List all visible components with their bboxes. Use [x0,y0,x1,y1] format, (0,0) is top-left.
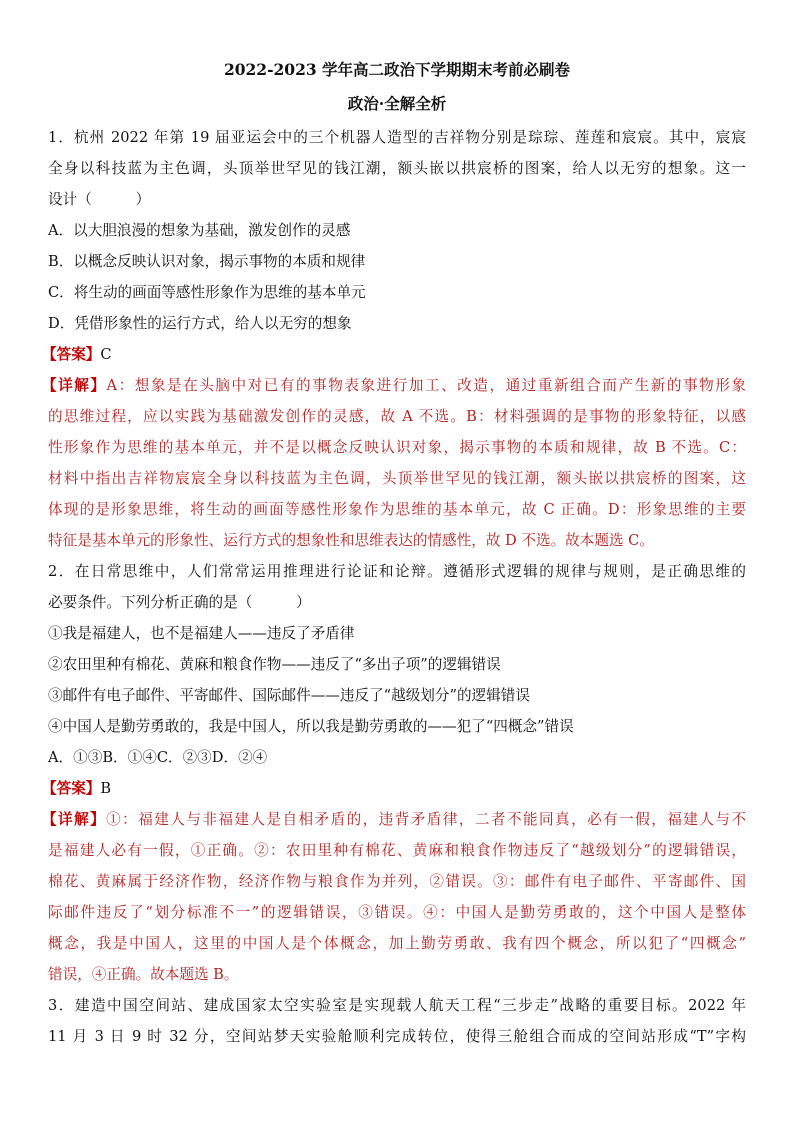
question-1-detail-line: 性形象作为思维的基本单元，并不是以概念反映认识对象，揭示事物的本质和规律，故 B 不选。C： [48,439,746,456]
question-2-detail-line: 棉花、黄麻属于经济作物，经济作物与粮食作为并列，②错误。③：邮件有电子邮件、平寄邮件、国 [48,873,746,890]
question-1-detail-line [42,370,746,401]
question-2-stem-line: 必要条件。下列分析正确的是（ ） [48,594,311,611]
question-1-option-b: B．以概念反映认识对象，揭示事物的本质和规律 [48,253,366,270]
question-2 [42,556,746,990]
question-2-item-1: ①我是福建人，也不是福建人——违反了矛盾律 [48,625,355,642]
question-3 [48,990,746,1052]
question-1-detail-line: 体现的是形象思维，将生动的画面等感性形象作为思维的基本单元，故 C 正确。D：形象思维的主要 [48,501,746,518]
page-subtitle: 政治·全解全析 [347,94,447,113]
question-1-detail-line: 材料中指出吉祥物宸宸全身以科技蓝为主色调，头顶举世罕见的钱江潮，额头嵌以拱宸桥的图案，这 [48,470,746,487]
question-2-item-2: ②农田里种有棉花、黄麻和粮食作物——违反了“多出子项”的逻辑错误 [48,656,501,673]
question-2-item-4: ④中国人是勤劳勇敢的，我是中国人，所以我是勤劳勇敢的——犯了“四概念”错误 [48,718,574,735]
page-title: 2022-2023 学年高二政治下学期期末考前必刷卷 [223,60,571,79]
question-2-detail-line [42,804,746,835]
detail-text: A：想象是在头脑中对已有的事物表象进行加工、改造，通过重新组合而产生新的事物形象 [106,377,746,394]
question-2-stem-line: 2．在日常思维中，人们常常运用推理进行论证和论辩。遵循形式逻辑的规律与规则，是正确思维的 [48,563,746,580]
question-1-stem-line: 全身以科技蓝为主色调，头顶举世罕见的钱江潮，额头嵌以拱宸桥的图案，给人以无穷的想象。这一 [48,160,746,177]
question-1-detail-line: 特征是基本单元的形象性、运行方式的想象性和思维表达的情感性，故 D 不选。故本题选 C。 [48,532,654,549]
question-3-stem-line: 11 月 3 日 9 时 32 分，空间站梦天实验舱顺利完成转位，使得三舱组合而成的空间站形成“T”字构 [48,1028,746,1045]
question-2-item-3: ③邮件有电子邮件、平寄邮件、国际邮件——违反了“越级划分”的逻辑错误 [48,687,530,704]
question-2-answer [42,773,746,804]
detail-text: ①：福建人与非福建人是自相矛盾的，违背矛盾律，二者不能同真，必有一假，福建人与不 [106,811,746,828]
question-2-options: A．①③B．①④C．②③D．②④ [48,749,268,766]
answer-value: B [100,780,112,797]
detail-tag: 【详解】 [42,811,107,828]
question-1 [42,122,746,556]
question-2-detail-line: 是福建人必有一假，①正确。②：农田里种有棉花、黄麻和粮食作物违反了“越级划分”的逻辑错误， [48,842,746,859]
question-2-detail-line: 际邮件违反了“划分标准不一”的逻辑错误，③错误。④：中国人是勤劳勇敢的，这个中国人是整体 [48,904,746,921]
question-1-detail-line: 的思维过程，应以实践为基础激发创作的灵感，故 A 不选。B：材料强调的是事物的形象特征，以感 [48,408,746,425]
question-1-option-d: D．凭借形象性的运行方式，给人以无穷的想象 [48,315,352,332]
question-3-stem-line: 3．建造中国空间站、建成国家太空实验室是实现载人航天工程“三步走”战略的重要目标。2022 年 [48,997,746,1014]
detail-tag: 【详解】 [42,377,107,394]
answer-tag: 【答案】 [42,346,101,363]
question-2-detail-line: 概念，我是中国人，这里的中国人是个体概念，加上勤劳勇敢、我有四个概念，所以犯了“四概念” [48,935,746,952]
question-1-option-c: C．将生动的画面等感性形象作为思维的基本单元 [48,284,366,301]
answer-tag: 【答案】 [42,780,101,797]
question-1-stem-line: 1．杭州 2022 年第 19 届亚运会中的三个机器人造型的吉祥物分别是琮琮、莲莲和宸宸。其中，宸宸 [48,129,746,146]
question-1-stem-line: 设计（ ） [48,191,151,208]
question-1-answer [42,339,746,370]
answer-value: C [100,346,112,363]
question-1-option-a: A．以大胆浪漫的想象为基础，激发创作的灵感 [48,222,351,239]
question-2-detail-line: 错误，④正确。故本题选 B。 [48,966,239,983]
